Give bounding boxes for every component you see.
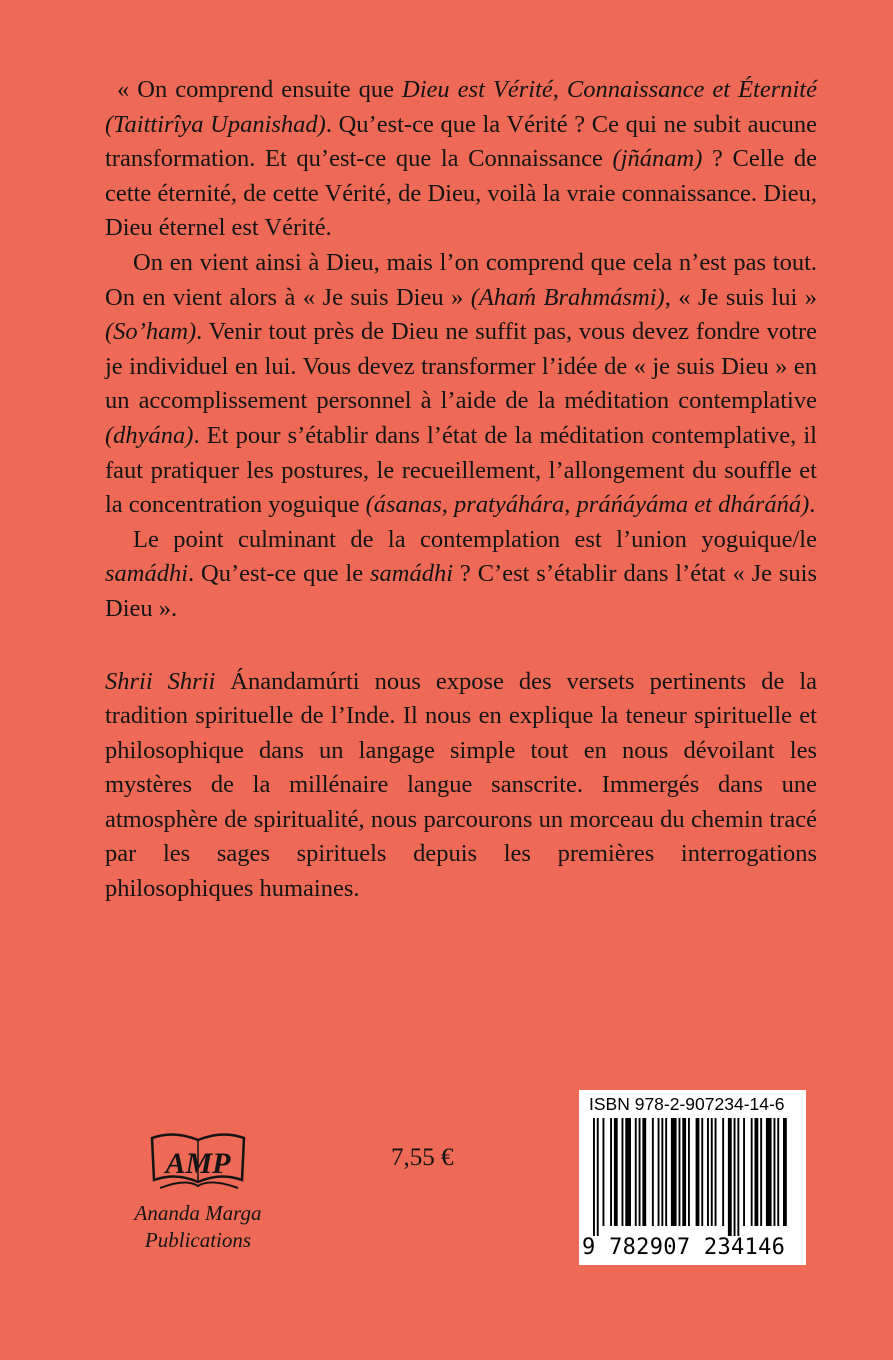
barcode-bar bbox=[658, 1118, 660, 1226]
barcode-bar bbox=[679, 1118, 681, 1226]
barcode-bar bbox=[774, 1118, 776, 1226]
barcode-bar bbox=[734, 1118, 736, 1236]
barcode-bar bbox=[783, 1118, 787, 1226]
paragraph-1: « On comprend ensuite que Dieu est Vérité, Connaissance et Éternité (Taittirîya Upanishad). Qu’est-ce que la Vérité ? Ce qui ne subit aucune transformation. Et qu’est-ce que la Connaissance (jñánam) ? Celle de cette éternité, de cette Vérité, de Dieu, voilà la vraie connaissance. Dieu, Dieu éternel est Vérité. bbox=[105, 76, 818, 242]
paragraph-2: On en vient ainsi à Dieu, mais l’on comprend que cela n’est pas tout. On en vient alors à « Je suis Dieu » (Ahaḿ Brahmásmi), « Je suis lui » (So’ham). Venir tout près de Dieu ne suffit pas, vous devez fondre votre je individuel en lui. Vous devez transformer l’idée de « je suis Dieu » en un accomplissement personnel à l’aide de la méditation contemplative (dhyána). Et pour s’établir dans l’état de la méditation contemplative, il faut pratiquer les postures, le recueillement, l’allongement du souffle et la concentration yoguique (ásanas, pratyáhára, práńáyáma et dháráńá). bbox=[105, 248, 817, 519]
barcode-bar bbox=[711, 1118, 713, 1226]
barcode-bar bbox=[701, 1118, 703, 1226]
barcode-bar bbox=[728, 1118, 732, 1236]
price-label: 7,55 € bbox=[391, 1144, 454, 1171]
isbn-label: ISBN 978-2-907234-14-6 bbox=[589, 1094, 785, 1114]
barcode-bar bbox=[639, 1118, 641, 1226]
barcode-bar bbox=[696, 1118, 700, 1226]
open-book-logo-icon bbox=[146, 1128, 250, 1194]
barcode-bar bbox=[597, 1118, 599, 1236]
barcode-bar bbox=[603, 1118, 605, 1226]
barcode-bar bbox=[682, 1118, 686, 1226]
barcode-bars bbox=[593, 1118, 793, 1236]
barcode-bar bbox=[755, 1118, 759, 1226]
barcode-bar bbox=[715, 1118, 717, 1226]
barcode-bar bbox=[622, 1118, 624, 1226]
barcode-bar bbox=[642, 1118, 646, 1226]
isbn-barcode bbox=[579, 1090, 806, 1265]
paragraph-3: Le point culminant de la contemplation est l’union yoguique/le samádhi. Qu’est-ce que le samádhi ? C’est s’établir dans l’état « Je suis Dieu ». bbox=[105, 525, 818, 622]
paragraph-4: Shrii Shrii Ánandamúrti nous expose des versets pertinents de la tradition spirituelle de l’Inde. Il nous en explique la teneur spirituelle et philosophique dans un langage simple tout en nous dévoilant les mystères de la millénaire langue sanscrite. Immergés dans une atmosphère de spiritualité, nous parcourons un morceau du chemin tracé par les sages spirituels depuis les premières interrogations philosophiques humaines. bbox=[105, 667, 817, 903]
barcode-bar bbox=[635, 1118, 637, 1226]
barcode-bar bbox=[665, 1118, 667, 1226]
publisher-name: Ananda Marga Publications bbox=[134, 1201, 262, 1252]
barcode-bar bbox=[688, 1118, 690, 1226]
barcode-bar bbox=[751, 1118, 753, 1226]
barcode-bar bbox=[671, 1118, 677, 1226]
barcode-bar bbox=[614, 1118, 618, 1226]
blurb-text bbox=[105, 73, 817, 907]
barcode-digits: 9 782907 234146 bbox=[582, 1235, 786, 1260]
svg-text:AMP: AMP bbox=[165, 1147, 231, 1180]
barcode-bar bbox=[737, 1118, 739, 1236]
barcode-bar bbox=[661, 1118, 663, 1226]
barcode-bar bbox=[760, 1118, 762, 1226]
barcode-bar bbox=[593, 1118, 595, 1236]
barcode-bar bbox=[707, 1118, 709, 1226]
publisher-logo bbox=[118, 1128, 278, 1254]
barcode-bar bbox=[625, 1118, 631, 1226]
barcode-bar bbox=[777, 1118, 779, 1226]
barcode-bar bbox=[610, 1118, 612, 1226]
barcode-bar bbox=[652, 1118, 654, 1226]
barcode-bar bbox=[766, 1118, 772, 1226]
barcode-bar bbox=[722, 1118, 724, 1226]
barcode-bar bbox=[743, 1118, 745, 1226]
